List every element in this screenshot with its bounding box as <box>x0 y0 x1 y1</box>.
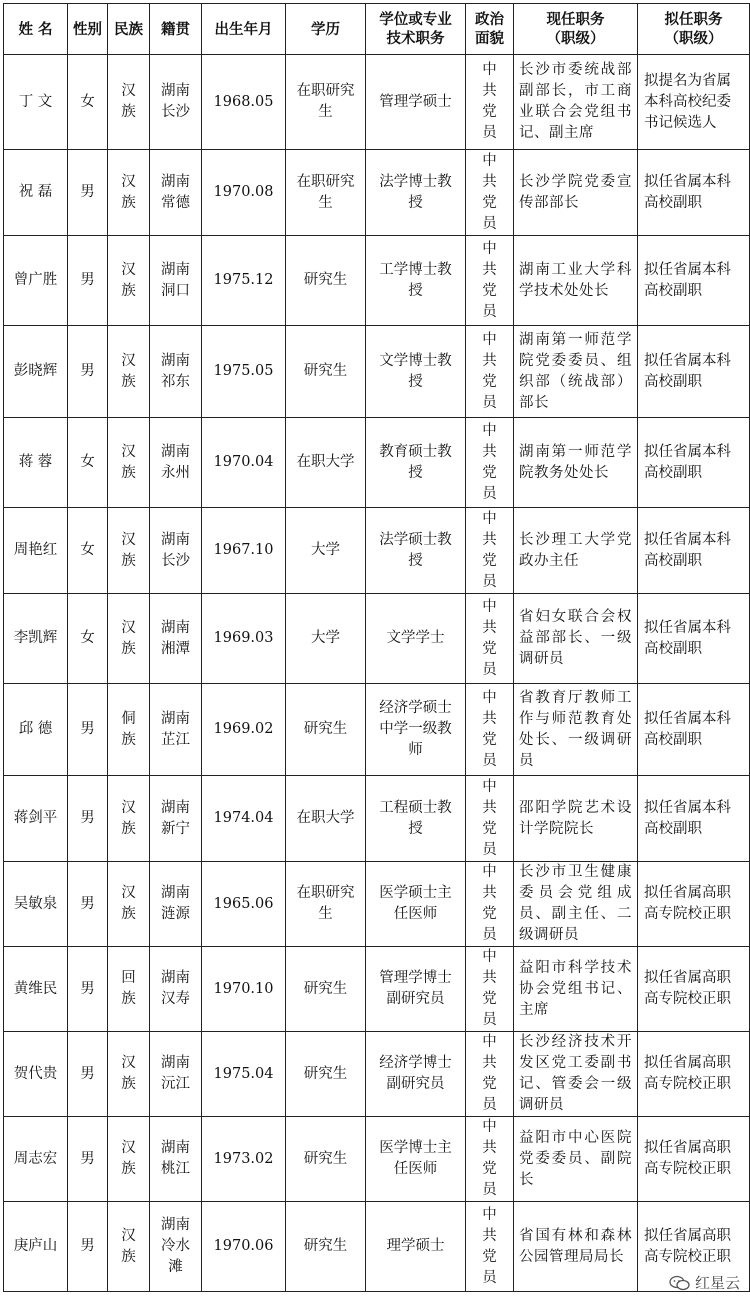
cell-current: 长沙市卫生健康委员会党组成员、副主任、二级调研员 <box>514 862 638 947</box>
cell-native: 湖南长沙 <box>150 55 202 150</box>
cell-native: 湖南永州 <box>150 418 202 508</box>
cell-gender: 男 <box>68 1202 108 1292</box>
header-row <box>4 4 750 55</box>
cell-degree: 经济学博士副研究员 <box>366 1032 466 1117</box>
cell-proposed: 拟任省属高职高专院校正职 <box>638 1202 750 1292</box>
officials-table <box>3 3 750 1292</box>
cell-ethnicity: 汉族 <box>108 776 150 862</box>
cell-education: 研究生 <box>286 684 366 776</box>
cell-education: 大学 <box>286 508 366 594</box>
cell-name: 李凯辉 <box>4 594 68 684</box>
cell-ethnicity: 汉族 <box>108 862 150 947</box>
cell-name: 曾广胜 <box>4 236 68 326</box>
cell-current: 湖南第一师范学院教务处处长 <box>514 418 638 508</box>
table-row <box>4 1032 750 1117</box>
cell-degree: 管理学硕士 <box>366 55 466 150</box>
cell-current: 省教育厅教师工作与师范教育处处长、一级调研员 <box>514 684 638 776</box>
cell-gender: 男 <box>68 947 108 1032</box>
cell-ethnicity: 汉族 <box>108 150 150 236</box>
cell-political: 中共党员 <box>466 1117 514 1202</box>
header-ethnicity <box>108 4 150 55</box>
cell-proposed: 拟任省属高职高专院校正职 <box>638 1032 750 1117</box>
cell-native: 湖南沅江 <box>150 1032 202 1117</box>
cell-birth: 1975.05 <box>202 326 286 418</box>
table-row <box>4 1117 750 1202</box>
header-political <box>466 4 514 55</box>
cell-native: 湖南芷江 <box>150 684 202 776</box>
cell-current: 湖南第一师范学院党委委员、组织部（统战部）部长 <box>514 326 638 418</box>
cell-ethnicity: 汉族 <box>108 1202 150 1292</box>
header-current-line: 现任职务 <box>546 11 605 28</box>
cell-gender: 男 <box>68 326 108 418</box>
header-degree-line: 技术职务 <box>386 30 445 47</box>
cell-birth: 1974.04 <box>202 776 286 862</box>
header-ethnicity-line: 民族 <box>114 20 143 38</box>
cell-native: 湖南涟源 <box>150 862 202 947</box>
cell-current: 长沙经济技术开发区党工委副书记、管委会一级调研员 <box>514 1032 638 1117</box>
cell-political: 中共党员 <box>466 1202 514 1292</box>
cell-current: 益阳市中心医院党委委员、副院长 <box>514 1117 638 1202</box>
table-row <box>4 947 750 1032</box>
header-political-line: 面貌 <box>475 30 504 47</box>
cell-birth: 1975.04 <box>202 1032 286 1117</box>
cell-birth: 1965.06 <box>202 862 286 947</box>
header-proposed <box>638 4 750 55</box>
cell-ethnicity: 汉族 <box>108 55 150 150</box>
cell-name: 黄维民 <box>4 947 68 1032</box>
cell-name: 周艳红 <box>4 508 68 594</box>
cell-proposed: 拟任省属高职高专院校正职 <box>638 862 750 947</box>
cell-political: 中共党员 <box>466 862 514 947</box>
cell-proposed: 拟任省属高职高专院校正职 <box>638 947 750 1032</box>
cell-name: 蒋剑平 <box>4 776 68 862</box>
cell-political: 中共党员 <box>466 236 514 326</box>
table-row <box>4 418 750 508</box>
table-row <box>4 684 750 776</box>
cell-proposed: 拟任省属高职高专院校正职 <box>638 1117 750 1202</box>
cell-proposed: 拟任省属本科高校副职 <box>638 594 750 684</box>
header-native <box>150 4 202 55</box>
cell-gender: 女 <box>68 55 108 150</box>
cell-name: 蒋 蓉 <box>4 418 68 508</box>
watermark-text: 红星云 <box>694 1274 740 1292</box>
cell-name: 庚庐山 <box>4 1202 68 1292</box>
header-name-line: 姓 名 <box>18 20 53 38</box>
cell-birth: 1970.06 <box>202 1202 286 1292</box>
cell-degree: 医学硕士主任医师 <box>366 862 466 947</box>
cell-name: 丁 文 <box>4 55 68 150</box>
cell-proposed: 拟任省属本科高校副职 <box>638 776 750 862</box>
cell-education: 在职大学 <box>286 776 366 862</box>
cell-ethnicity: 侗族 <box>108 684 150 776</box>
cell-name: 周志宏 <box>4 1117 68 1202</box>
cell-ethnicity: 汉族 <box>108 1117 150 1202</box>
cell-degree: 法学硕士教授 <box>366 508 466 594</box>
cell-name: 邱 德 <box>4 684 68 776</box>
cell-birth: 1967.10 <box>202 508 286 594</box>
wechat-icon <box>669 1275 691 1291</box>
cell-ethnicity: 回族 <box>108 947 150 1032</box>
cell-ethnicity: 汉族 <box>108 508 150 594</box>
cell-native: 湖南洞口 <box>150 236 202 326</box>
cell-education: 研究生 <box>286 236 366 326</box>
cell-political: 中共党员 <box>466 508 514 594</box>
cell-education: 在职研究生 <box>286 862 366 947</box>
cell-name: 祝 磊 <box>4 150 68 236</box>
cell-proposed: 拟任省属本科高校副职 <box>638 418 750 508</box>
header-birth <box>202 4 286 55</box>
cell-native: 湖南祁东 <box>150 326 202 418</box>
cell-education: 研究生 <box>286 947 366 1032</box>
header-name <box>4 4 68 55</box>
cell-political: 中共党员 <box>466 418 514 508</box>
header-education-line: 学历 <box>311 20 340 38</box>
cell-gender: 男 <box>68 236 108 326</box>
cell-name: 贺代贵 <box>4 1032 68 1117</box>
cell-current: 邵阳学院艺术设计学院院长 <box>514 776 638 862</box>
cell-education: 研究生 <box>286 1032 366 1117</box>
cell-native: 湖南湘潭 <box>150 594 202 684</box>
table-row <box>4 1202 750 1292</box>
cell-current: 长沙学院党委宣传部部长 <box>514 150 638 236</box>
cell-native: 湖南长沙 <box>150 508 202 594</box>
cell-education: 大学 <box>286 594 366 684</box>
cell-name: 吴敏泉 <box>4 862 68 947</box>
table-row <box>4 326 750 418</box>
cell-proposed: 拟任省属本科高校副职 <box>638 326 750 418</box>
table-row <box>4 150 750 236</box>
cell-ethnicity: 汉族 <box>108 326 150 418</box>
header-current-line: （职级） <box>546 30 605 47</box>
cell-political: 中共党员 <box>466 947 514 1032</box>
cell-education: 在职研究生 <box>286 55 366 150</box>
cell-degree: 教育硕士教授 <box>366 418 466 508</box>
cell-degree: 文学博士教授 <box>366 326 466 418</box>
cell-political: 中共党员 <box>466 1032 514 1117</box>
cell-native: 湖南冷水滩 <box>150 1202 202 1292</box>
cell-education: 在职大学 <box>286 418 366 508</box>
table-row <box>4 55 750 150</box>
cell-political: 中共党员 <box>466 55 514 150</box>
officials-table-document <box>3 3 750 1292</box>
cell-native: 湖南新宁 <box>150 776 202 862</box>
table-body <box>4 55 750 1292</box>
header-current <box>514 4 638 55</box>
cell-gender: 女 <box>68 418 108 508</box>
cell-gender: 男 <box>68 684 108 776</box>
cell-degree: 工程硕士教授 <box>366 776 466 862</box>
table-row <box>4 862 750 947</box>
cell-proposed: 拟任省属本科高校副职 <box>638 508 750 594</box>
cell-political: 中共党员 <box>466 776 514 862</box>
cell-education: 研究生 <box>286 1202 366 1292</box>
cell-degree: 医学博士主任医师 <box>366 1117 466 1202</box>
cell-degree: 工学博士教授 <box>366 236 466 326</box>
table-row <box>4 776 750 862</box>
cell-native: 湖南汉寿 <box>150 947 202 1032</box>
table-row <box>4 508 750 594</box>
cell-proposed: 拟提名为省属本科高校纪委书记候选人 <box>638 55 750 150</box>
header-native-line: 籍贯 <box>161 20 190 38</box>
cell-ethnicity: 汉族 <box>108 1032 150 1117</box>
cell-current: 长沙市委统战部副部长，市工商业联合会党组书记、副主席 <box>514 55 638 150</box>
cell-birth: 1969.02 <box>202 684 286 776</box>
cell-current: 省国有林和森林公园管理局局长 <box>514 1202 638 1292</box>
cell-proposed: 拟任省属本科高校副职 <box>638 684 750 776</box>
cell-political: 中共党员 <box>466 326 514 418</box>
cell-birth: 1973.02 <box>202 1117 286 1202</box>
cell-political: 中共党员 <box>466 150 514 236</box>
cell-degree: 文学学士 <box>366 594 466 684</box>
cell-degree: 管理学博士副研究员 <box>366 947 466 1032</box>
header-gender-line: 性别 <box>73 20 102 38</box>
cell-birth: 1970.10 <box>202 947 286 1032</box>
cell-ethnicity: 汉族 <box>108 594 150 684</box>
cell-birth: 1970.08 <box>202 150 286 236</box>
header-degree <box>366 4 466 55</box>
cell-native: 湖南桃江 <box>150 1117 202 1202</box>
cell-education: 在职研究生 <box>286 150 366 236</box>
cell-current: 长沙理工大学党政办主任 <box>514 508 638 594</box>
table-row <box>4 594 750 684</box>
cell-birth: 1969.03 <box>202 594 286 684</box>
header-proposed-line: （职级） <box>664 30 723 47</box>
cell-ethnicity: 汉族 <box>108 236 150 326</box>
table-row <box>4 236 750 326</box>
header-political-line: 政治 <box>475 11 504 28</box>
cell-gender: 男 <box>68 150 108 236</box>
header-degree-line: 学位或专业 <box>379 11 452 28</box>
header-gender <box>68 4 108 55</box>
cell-gender: 女 <box>68 594 108 684</box>
cell-education: 研究生 <box>286 1117 366 1202</box>
cell-current: 湖南工业大学科学技术处处长 <box>514 236 638 326</box>
cell-proposed: 拟任省属本科高校副职 <box>638 150 750 236</box>
watermark <box>669 1272 740 1293</box>
cell-gender: 男 <box>68 1117 108 1202</box>
cell-gender: 男 <box>68 776 108 862</box>
cell-gender: 女 <box>68 508 108 594</box>
cell-birth: 1968.05 <box>202 55 286 150</box>
table-header <box>4 4 750 55</box>
cell-current: 省妇女联合会权益部部长、一级调研员 <box>514 594 638 684</box>
cell-degree: 理学硕士 <box>366 1202 466 1292</box>
header-education <box>286 4 366 55</box>
cell-birth: 1975.12 <box>202 236 286 326</box>
cell-degree: 经济学硕士中学一级教师 <box>366 684 466 776</box>
cell-education: 研究生 <box>286 326 366 418</box>
cell-name: 彭晓辉 <box>4 326 68 418</box>
cell-native: 湖南常德 <box>150 150 202 236</box>
cell-degree: 法学博士教授 <box>366 150 466 236</box>
cell-birth: 1970.04 <box>202 418 286 508</box>
cell-political: 中共党员 <box>466 684 514 776</box>
cell-political: 中共党员 <box>466 594 514 684</box>
cell-current: 益阳市科学技术协会党组书记、主席 <box>514 947 638 1032</box>
header-birth-line: 出生年月 <box>214 20 273 38</box>
cell-proposed: 拟任省属本科高校副职 <box>638 236 750 326</box>
cell-ethnicity: 汉族 <box>108 418 150 508</box>
cell-gender: 男 <box>68 862 108 947</box>
cell-gender: 男 <box>68 1032 108 1117</box>
header-proposed-line: 拟任职务 <box>664 11 723 28</box>
